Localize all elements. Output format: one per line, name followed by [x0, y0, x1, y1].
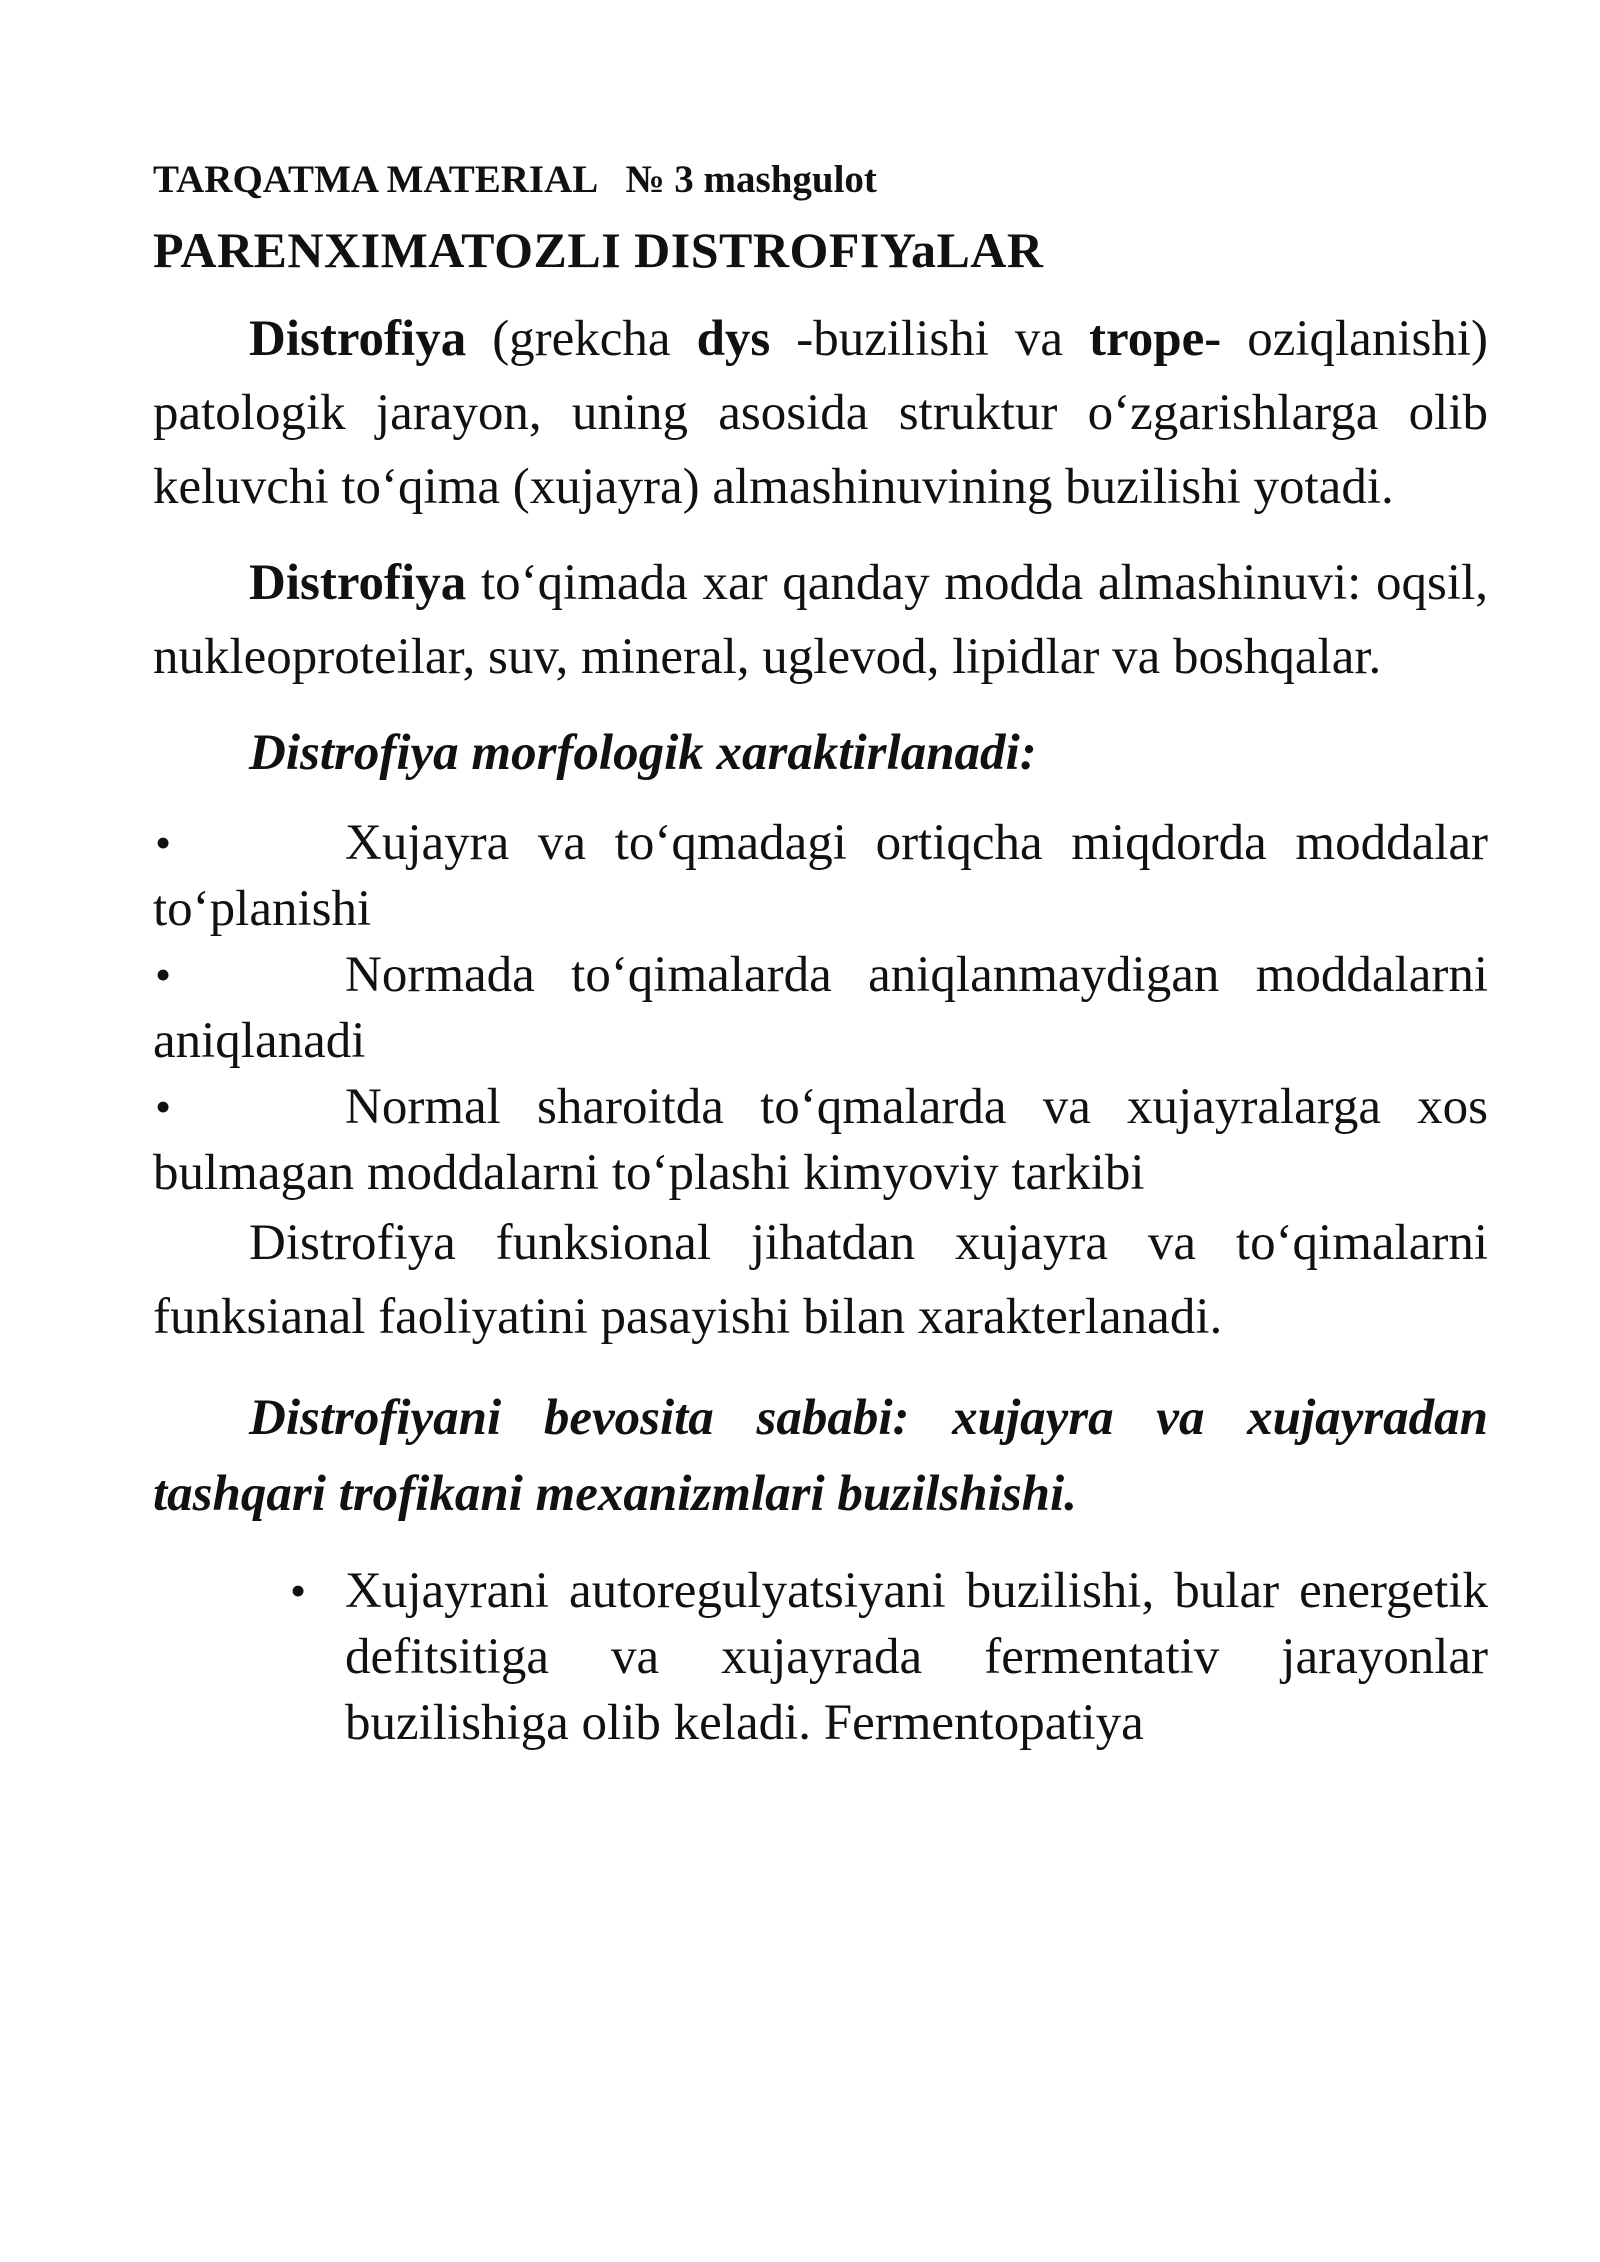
- definition-paragraph: [153, 302, 1488, 524]
- list-item-text: Normal sharoitda to‘qmalarda va xujayralarga xos bulmagan moddalarni to‘plashi kimyoviy tarkibi: [153, 1079, 1488, 1201]
- bullet-icon: •: [155, 817, 172, 868]
- page-title: PARENXIMATOZLI DISTROFIYaLAR: [153, 222, 1044, 278]
- mechanisms-list: [153, 1558, 1488, 1756]
- definition-text-1: (grekcha: [466, 311, 697, 367]
- list-item-text: Xujayra va to‘qmadagi ortiqcha miqdorda moddalar to‘planishi: [153, 815, 1488, 937]
- metabolism-text: to‘qimada xar qanday modda almashinuvi: oqsil, nukleoproteilar, suv, mineral, uglevod, lipidlar va boshqalar.: [153, 555, 1488, 685]
- list-item-text: Normada to‘qimalarda aniqlanmaydigan moddalarni aniqlanadi: [153, 947, 1488, 1069]
- list-item: [153, 1074, 1488, 1206]
- list-item: [153, 810, 1488, 942]
- definition-trope: trope-: [1089, 311, 1222, 367]
- morphology-list: [153, 810, 1488, 1206]
- functional-paragraph: Distrofiya funksional jihatdan xujayra va to‘qimalarni funksianal faoliyatini pasayishi bilan xarakterlanadi.: [153, 1215, 1488, 1345]
- bullet-icon: •: [290, 1565, 307, 1616]
- list-item: [153, 942, 1488, 1074]
- definition-term: Distrofiya: [249, 311, 467, 367]
- definition-text-2: -buzilishi va: [770, 311, 1090, 367]
- list-item-text: Xujayrani autoregulyatsiyani buzilishi, bular energetik defitsitiga va xujayrada fermentativ jarayonlar buzilishiga olib keladi. Fermentopatiya: [345, 1563, 1488, 1751]
- list-item: [290, 1558, 1488, 1756]
- handout-header: TARQATMA MATERIAL № 3 mashgulot: [153, 158, 877, 201]
- definition-dys: dys: [696, 311, 771, 367]
- definition-text-3: oziqlanishi) patologik jarayon, uning asosida struktur o‘zgarishlarga olib keluvchi to‘qima (xujayra) almashinuvining buzilishi yotadi.: [153, 311, 1488, 515]
- cause-heading: Distrofiyani bevosita sababi: xujayra va xujayradan tashqari trofikani mexanizmlari buzilshishi.: [153, 1390, 1488, 1522]
- metabolism-term: Distrofiya: [249, 555, 467, 611]
- document-content: [153, 150, 1488, 1756]
- bullet-icon: •: [155, 1081, 172, 1132]
- morphology-heading: Distrofiya morfologik xaraktirlanadi:: [249, 725, 1037, 781]
- bullet-icon: •: [155, 949, 172, 1000]
- metabolism-paragraph: [153, 546, 1488, 694]
